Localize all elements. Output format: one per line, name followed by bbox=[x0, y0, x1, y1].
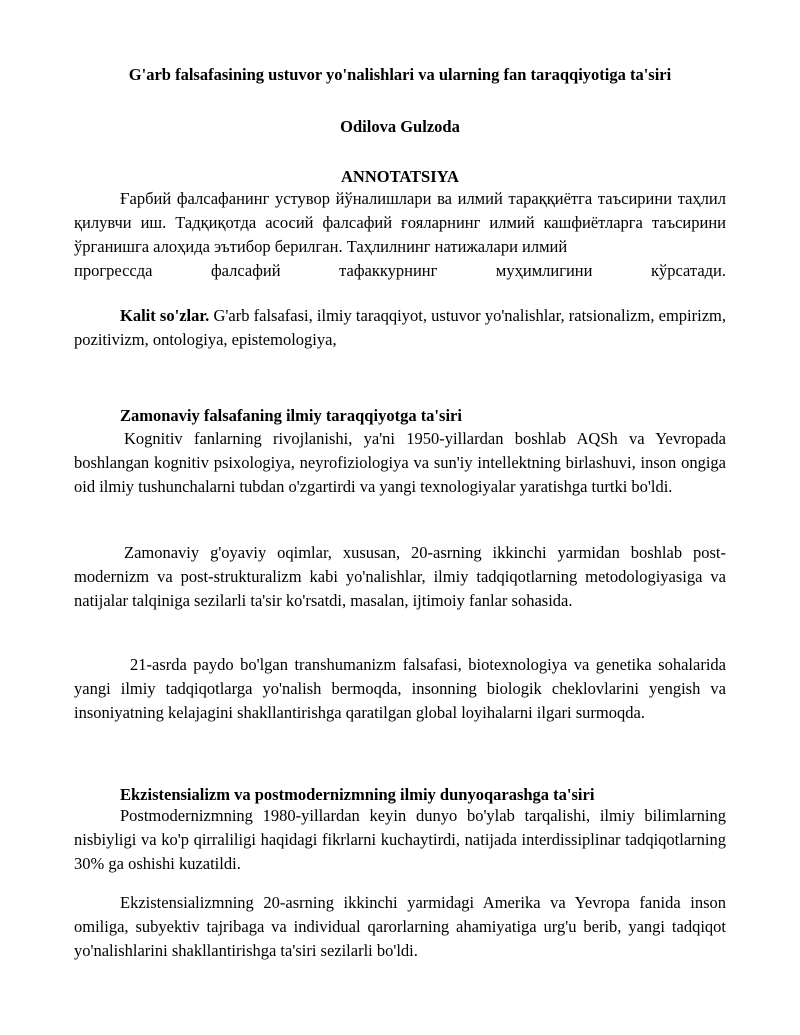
annotation-paragraph-last-line bbox=[74, 259, 726, 283]
section-paragraph: Postmodernizmning 1980-yillardan keyin dunyo bo'ylab tarqalishi, ilmiy bilimlarning nisbiyligi va ko'p qirraliligi haqidagi fikrlarni kuchaytirdi, natijada interdissiplinar tadqiqotlarning 30% ga oshishi kuzatildi. bbox=[74, 806, 726, 873]
author-name: Odilova Gulzoda bbox=[340, 117, 460, 136]
keywords-paragraph bbox=[74, 304, 726, 352]
section-paragraph: 21-asrda paydo bo'lgan transhumanizm falsafasi, biotexnologiya va genetika sohalarida yangi ilmiy tadqiqotlarga yo'nalish bermoqda, insonning biologik cheklovlarini yengish va insoniyatning kelajagini shakllantirishga qaratilgan global loyihalarni ilgari surmoqda. bbox=[74, 655, 726, 722]
section-paragraph: Kognitiv fanlarning rivojlanishi, ya'ni 1950-yillardan boshlab AQSh va Yevropada boshlangan kognitiv psixologiya, neyrofiziologiya va sun'iy intellektning birlashuvi, inson ongiga oid ilmiy tushunchalarni tubdan o'zgartirdi va yangi texnologiyalar yaratishga turtki bo'ldi. bbox=[74, 429, 726, 496]
annotation-heading: ANNOTATSIYA bbox=[341, 167, 459, 186]
annotation-text-main: Ғарбий фалсафанинг устувор йўналишлари ва илмий тараққиётга таъсирини таҳлил қилувчи иш. Тадқиқотда асосий фалсафий ғояларнинг илмий кашфиётларга таъсирини ўрганишга алоҳида эътибор берилган. Таҳлилнинг натижалари илмий bbox=[74, 189, 726, 256]
keywords-text: G'arb falsafasi, ilmiy taraqqiyot, ustuvor yo'nalishlar, ratsionalizm, empirizm, pozitivizm, ontologiya, epistemologiya, bbox=[74, 306, 726, 349]
section-paragraph: Ekzistensializmning 20-asrning ikkinchi yarmidagi Amerika va Yevropa fanida inson omiliga, subyektiv tajribaga va individual qarorlarning ahamiyatiga urg'u berib, yangi tadqiqot yo'nalishlarini shakllantirishga ta'siri sezilarli bo'ldi. bbox=[74, 893, 726, 960]
keywords-label: Kalit so'zlar. bbox=[120, 306, 210, 325]
annotation-paragraph bbox=[74, 187, 726, 259]
section-heading: Zamonaviy falsafaning ilmiy taraqqiyotga ta'siri bbox=[120, 406, 462, 425]
section-paragraph: Zamonaviy g'oyaviy oqimlar, xususan, 20-asrning ikkinchi yarmidan boshlab post-modernizm va post-strukturalizm kabi yo'nalishlar, ilmiy tadqiqotlarning metodologiyasiga va natijalar talqiniga sezilarli ta'sir ko'rsatdi, masalan, ijtimoiy fanlar sohasida. bbox=[74, 543, 726, 610]
paper-title: G'arb falsafasining ustuvor yo'nalishlari va ularning fan taraqqiyotiga ta'siri bbox=[128, 65, 672, 84]
section-heading: Ekzistensializm va postmodernizmning ilmiy dunyoqarashga ta'siri bbox=[120, 785, 595, 804]
annotation-text-last: прогрессда фалсафий тафаккурнинг муҳимлигини кўрсатади. bbox=[74, 261, 726, 280]
